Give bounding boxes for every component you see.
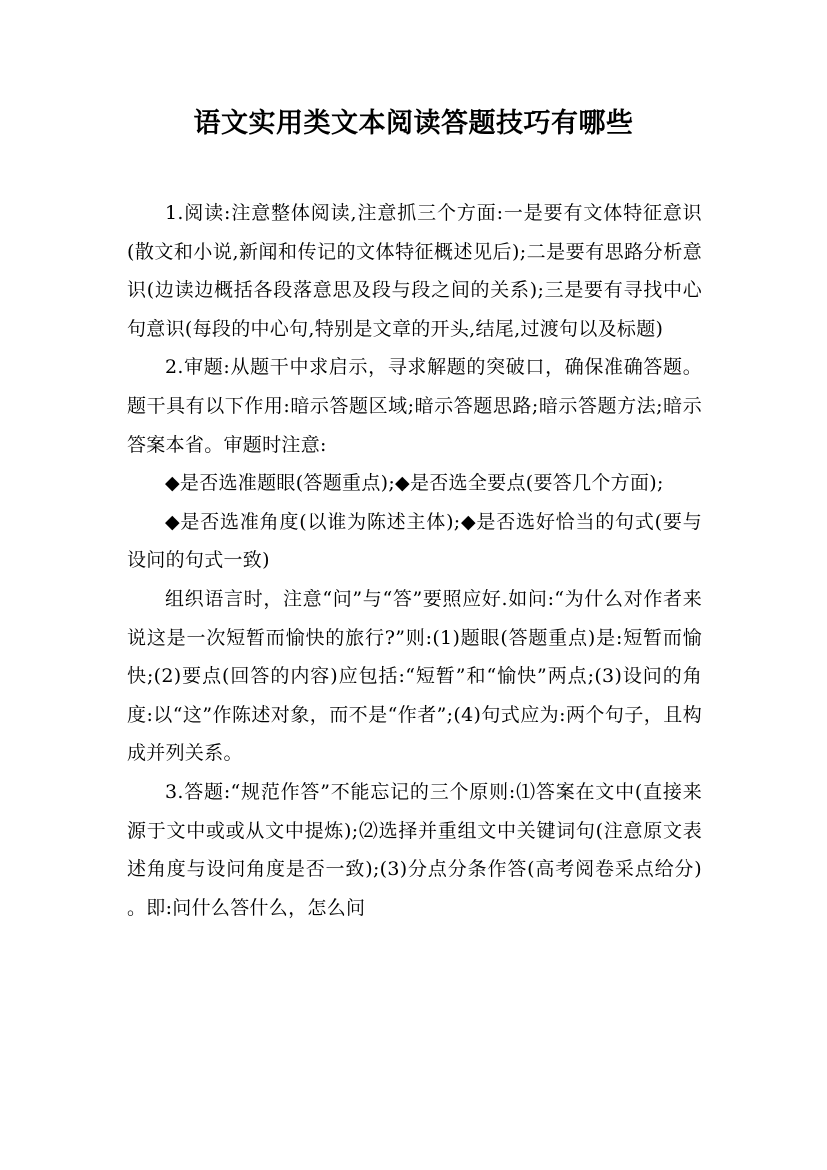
paragraph-organize-language: 组织语言时，注意“问”与“答”要照应好.如问:“为什么对作者来说这是一次短暂而愉快的旅行?”则:(1)题眼(答题重点)是:短暂而愉快;(2)要点(回答的内容)应包括:“短暂”和“愉快”两点;(3)设问的角度:以“这”作陈述对象，而不是“作者”;(4)句式应为:两个句子，且构成并列关系。 xyxy=(127,587,702,765)
document-title: 语文实用类文本阅读答题技巧有哪些 xyxy=(193,108,634,139)
paragraph-bullet-angle: ◆是否选准角度(以谁为陈述主体);◆是否选好恰当的句式(要与设问的句式一致) xyxy=(127,510,702,572)
paragraph-bullet-focus: ◆是否选准题眼(答题重点);◆是否选全要点(要答几个方面); xyxy=(165,472,664,495)
paragraph-examining-question: 2.审题:从题干中求启示，寻求解题的突破口，确保准确答题。题干具有以下作用:暗示答题区域;暗示答题思路;暗示答题方法;暗示答案本省。审题时注意: xyxy=(127,356,702,456)
document-body xyxy=(127,194,702,927)
paragraph-answering: 3.答题:“规范作答”不能忘记的三个原则:⑴答案在文中(直接来源于文中或或从文中提炼);⑵选择并重组文中关键词句(注意原文表述角度与设问角度是否一致);(3)分点分条作答(高考阅卷采点给分) 。即:问什么答什么，怎么问 xyxy=(127,780,702,919)
paragraph-reading: 1.阅读:注意整体阅读,注意抓三个方面:一是要有文体特征意识(散文和小说,新闻和传记的文体特征概述见后);二是要有思路分析意识(边读边概括各段落意思及段与段之间的关系);三是要有寻找中心句意识(每段的中心句,特别是文章的开头,结尾,过渡句以及标题) xyxy=(127,202,702,340)
